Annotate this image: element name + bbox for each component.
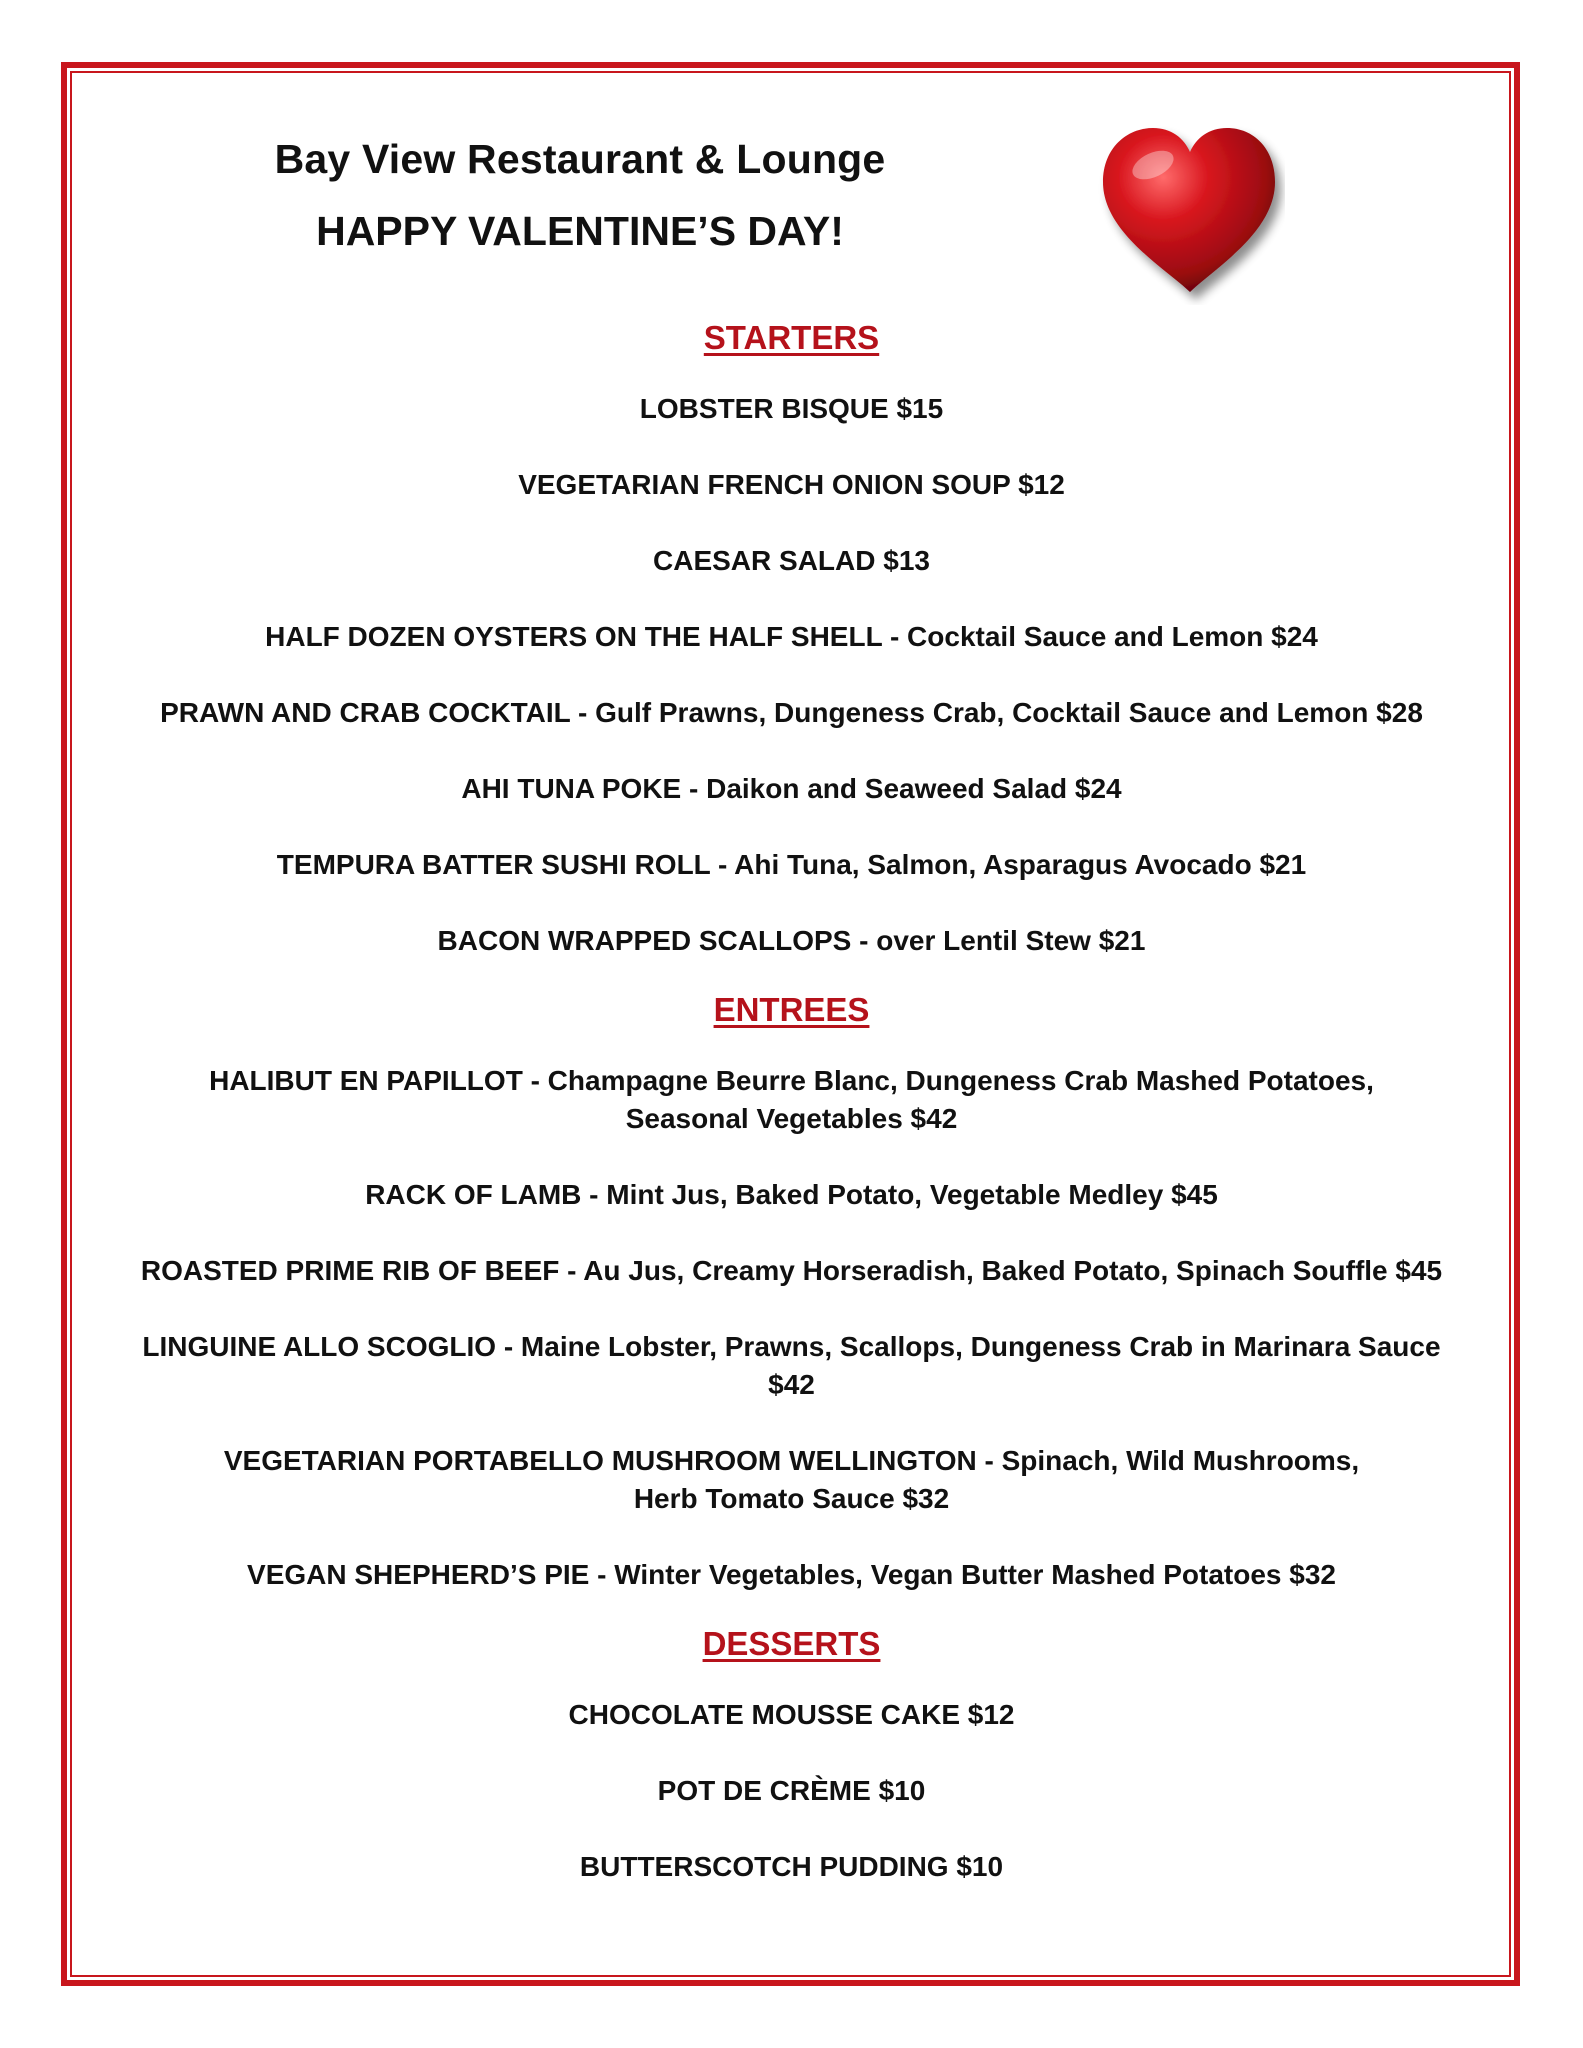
menu-item-line: HALIBUT EN PAPILLOT - Champagne Beurre Blanc, Dungeness Crab Mashed Potatoes,	[209, 1065, 1374, 1096]
menu-item: POT DE CRÈME $10	[657, 1775, 926, 1806]
menu-body	[100, 308, 1483, 1886]
section-title-desserts: DESSERTS	[702, 1625, 881, 1662]
menu-item	[100, 1062, 1483, 1138]
menu-item: CAESAR SALAD $13	[653, 545, 930, 576]
section-title-starters: STARTERS	[703, 319, 880, 356]
menu-item-line: LINGUINE ALLO SCOGLIO - Maine Lobster, Prawns, Scallops, Dungeness Crab in Marinara Sauce	[142, 1331, 1441, 1362]
menu-item	[100, 1328, 1483, 1404]
heart-icon	[1095, 120, 1285, 305]
restaurant-name: Bay View Restaurant & Lounge	[274, 136, 886, 182]
menu-item: RACK OF LAMB - Mint Jus, Baked Potato, Vegetable Medley $45	[365, 1179, 1218, 1210]
menu-item: LOBSTER BISQUE $15	[639, 393, 944, 424]
menu-item	[100, 1442, 1483, 1518]
menu-item: BUTTERSCOTCH PUDDING $10	[579, 1851, 1004, 1882]
menu-item: TEMPURA BATTER SUSHI ROLL - Ahi Tuna, Salmon, Asparagus Avocado $21	[276, 849, 1307, 880]
greeting: HAPPY VALENTINE’S DAY!	[316, 208, 844, 254]
menu-header	[200, 128, 960, 262]
menu-item: ROASTED PRIME RIB OF BEEF - Au Jus, Creamy Horseradish, Baked Potato, Spinach Souffle $45	[140, 1255, 1443, 1286]
menu-item: AHI TUNA POKE - Daikon and Seaweed Salad $24	[461, 773, 1122, 804]
menu-item: HALF DOZEN OYSTERS ON THE HALF SHELL - Cocktail Sauce and Lemon $24	[265, 621, 1318, 652]
menu-item: VEGAN SHEPHERD’S PIE - Winter Vegetables, Vegan Butter Mashed Potatoes $32	[247, 1559, 1336, 1590]
menu-item-line: VEGETARIAN PORTABELLO MUSHROOM WELLINGTON - Spinach, Wild Mushrooms,	[223, 1445, 1360, 1476]
menu-item-line: $42	[768, 1369, 815, 1400]
menu-item: BACON WRAPPED SCALLOPS - over Lentil Stew $21	[437, 925, 1146, 956]
menu-item: VEGETARIAN FRENCH ONION SOUP $12	[518, 469, 1065, 500]
menu-item: PRAWN AND CRAB COCKTAIL - Gulf Prawns, Dungeness Crab, Cocktail Sauce and Lemon $28	[160, 697, 1423, 728]
menu-item: CHOCOLATE MOUSSE CAKE $12	[568, 1699, 1015, 1730]
menu-item-line: Seasonal Vegetables $42	[625, 1103, 958, 1134]
section-title-entrees: ENTREES	[713, 991, 870, 1028]
menu-item-line: Herb Tomato Sauce $32	[633, 1483, 950, 1514]
